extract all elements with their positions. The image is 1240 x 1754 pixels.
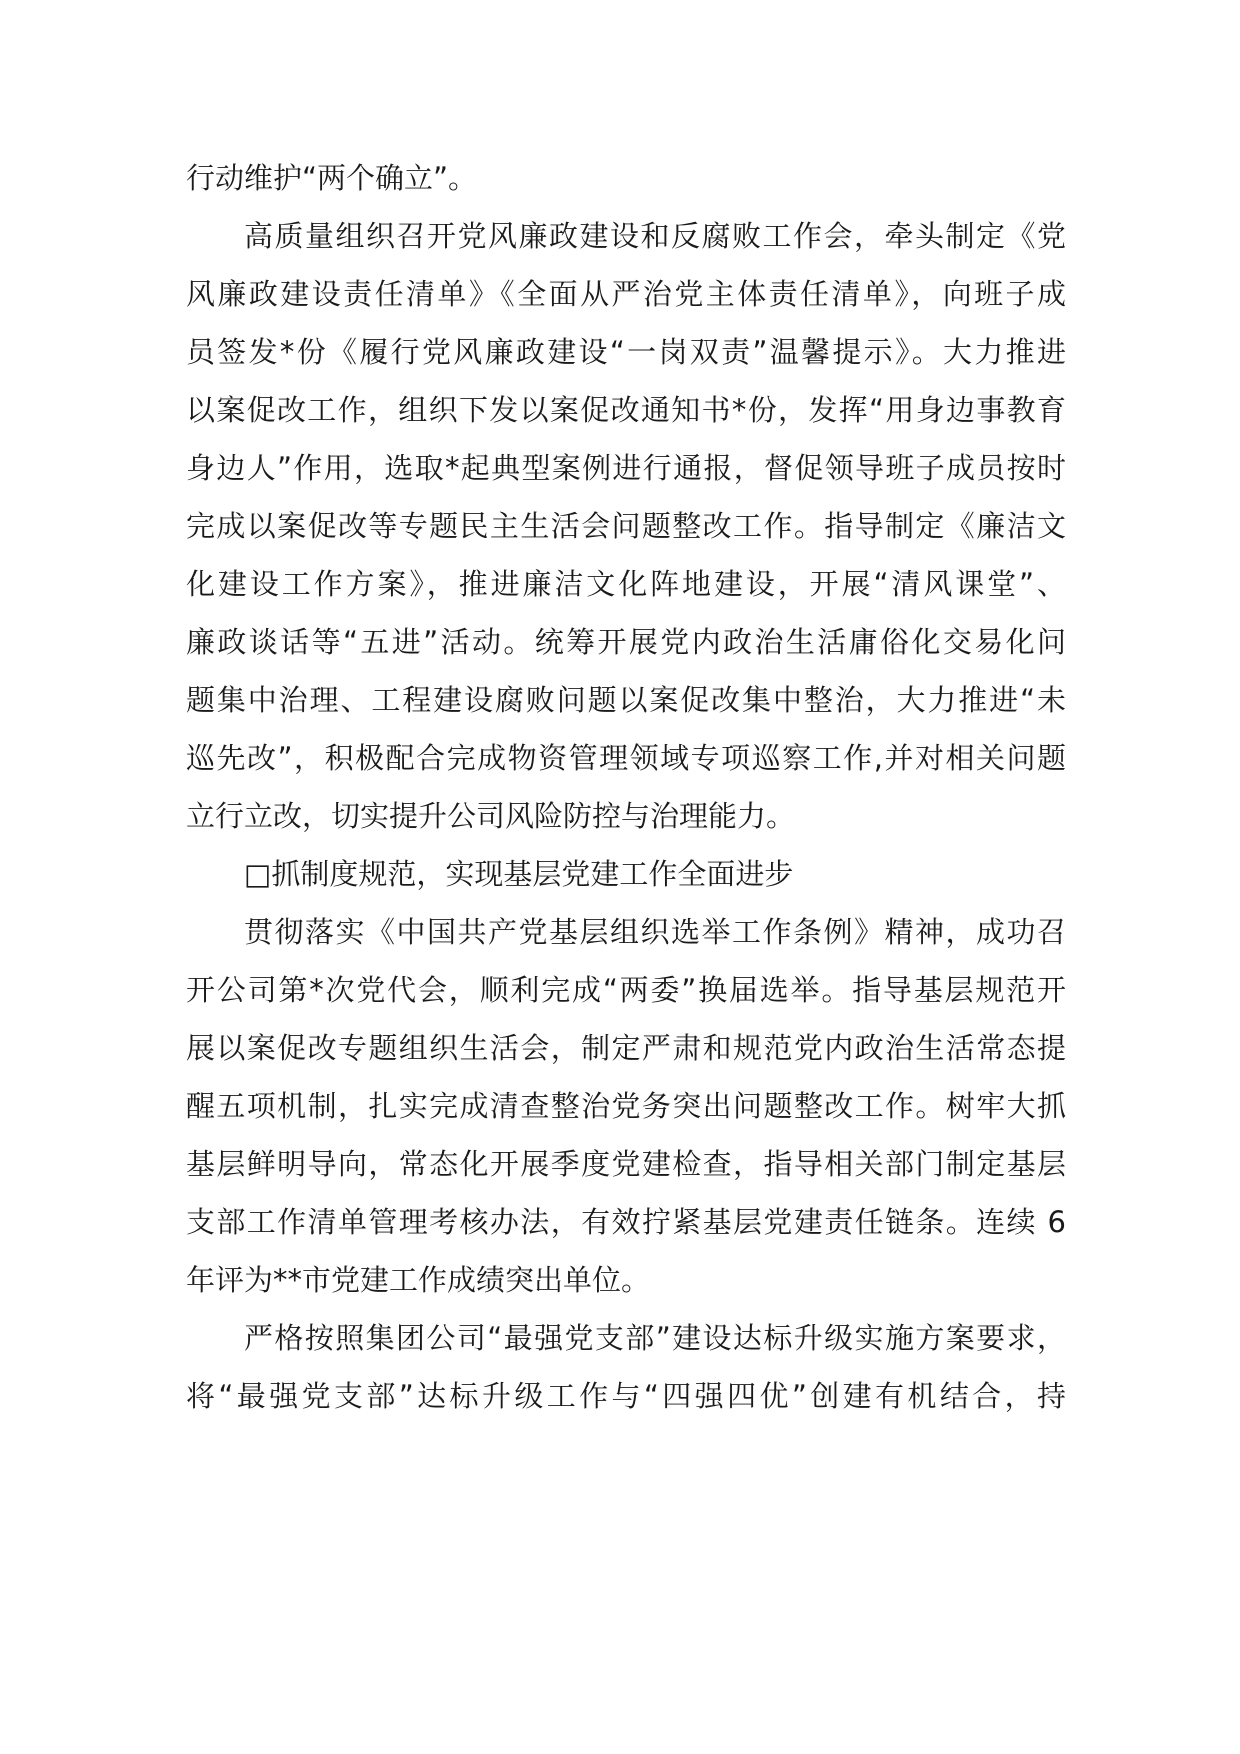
paragraph-line: 将“最强党支部”达标升级工作与“四强四优”创建有机结合，持: [186, 1379, 1066, 1413]
paragraph-line: 年评为**市党建工作成绩突出单位。: [186, 1263, 651, 1297]
section-heading: □抓制度规范，实现基层党建工作全面进步: [244, 857, 794, 891]
paragraph-line: 支部工作清单管理考核办法，有效拧紧基层党建责任链条。连续 6: [186, 1205, 1066, 1239]
paragraph-line: 高质量组织召开党风廉政建设和反腐败工作会，牵头制定《党: [244, 219, 1066, 253]
paragraph-line: 展以案促改专题组织生活会，制定严肃和规范党内政治生活常态提: [186, 1031, 1066, 1065]
paragraph-line: 醒五项机制，扎实完成清查整治党务突出问题整改工作。树牢大抓: [186, 1089, 1066, 1123]
paragraph-line: 以案促改工作，组织下发以案促改通知书*份，发挥“用身边事教育: [186, 393, 1066, 427]
paragraph-line: 完成以案促改等专题民主生活会问题整改工作。指导制定《廉洁文: [186, 509, 1066, 543]
paragraph-line: 风廉政建设责任清单》《全面从严治党主体责任清单》，向班子成: [186, 277, 1066, 311]
paragraph-line: 基层鲜明导向，常态化开展季度党建检查，指导相关部门制定基层: [186, 1147, 1066, 1181]
paragraph-line: 行动维护“两个确立”。: [186, 161, 478, 195]
paragraph-line: 开公司第*次党代会，顺利完成“两委”换届选举。指导基层规范开: [186, 973, 1066, 1007]
paragraph-line: 题集中治理、工程建设腐败问题以案促改集中整治，大力推进“未: [186, 683, 1066, 717]
paragraph-line: 贯彻落实《中国共产党基层组织选举工作条例》精神，成功召: [244, 915, 1066, 949]
paragraph-line: 廉政谈话等“五进”活动。统筹开展党内政治生活庸俗化交易化问: [186, 625, 1066, 659]
paragraph-line: 严格按照集团公司“最强党支部”建设达标升级实施方案要求，: [244, 1321, 1066, 1355]
paragraph-line: 巡先改”，积极配合完成物资管理领域专项巡察工作,并对相关问题: [186, 741, 1066, 775]
paragraph-line: 立行立改，切实提升公司风险防控与治理能力。: [186, 799, 796, 833]
paragraph-line: 化建设工作方案》，推进廉洁文化阵地建设，开展“清风课堂”、: [186, 567, 1066, 601]
paragraph-line: 身边人”作用，选取*起典型案例进行通报，督促领导班子成员按时: [186, 451, 1066, 485]
paragraph-line: 员签发*份《履行党风廉政建设“一岗双责”温馨提示》。大力推进: [186, 335, 1066, 369]
